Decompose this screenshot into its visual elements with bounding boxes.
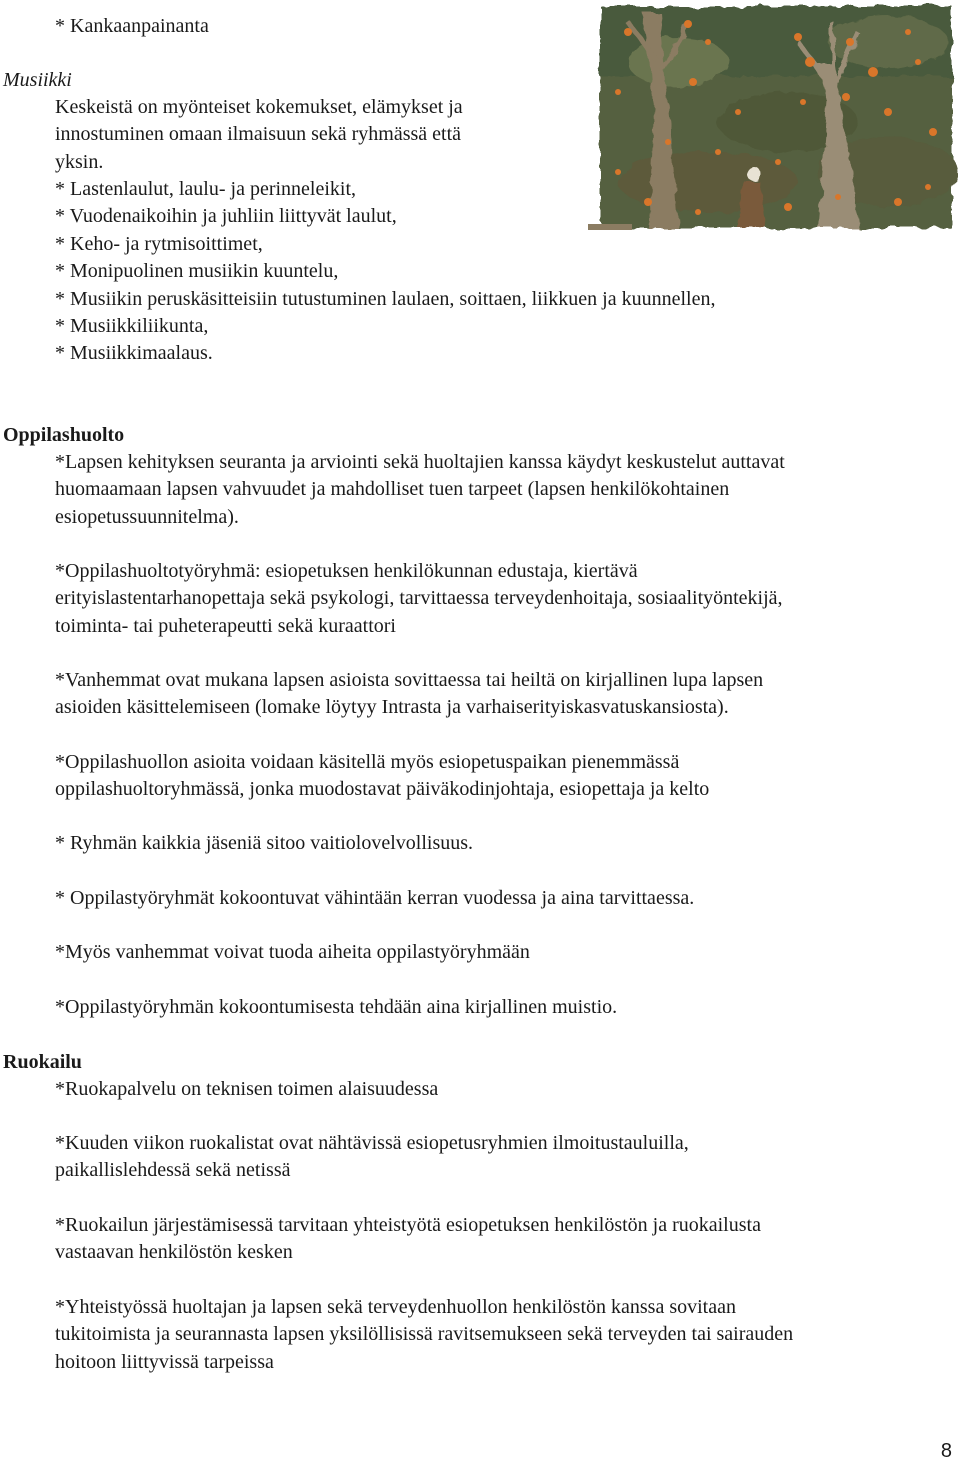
- list-item: * Monipuolinen musiikin kuuntelu,: [55, 260, 339, 283]
- oppilashuolto-paragraph: [55, 830, 945, 857]
- text-line: * Oppilastyöryhmät kokoontuvat vähintään kerran vuodessa ja aina tarvittaessa.: [55, 887, 695, 909]
- top-list-item: * Kankaanpainanta: [55, 15, 209, 37]
- text-line: asioiden käsittelemiseen (lomake löytyy Intrasta ja varhaiserityiskasvatuskansiosta).: [55, 696, 729, 719]
- text-line: * Ryhmän kaikkia jäseniä sitoo vaitiolovelvollisuus.: [55, 832, 474, 854]
- ruokailu-paragraph: [55, 1076, 945, 1103]
- ruokailu-paragraph: [55, 1130, 945, 1185]
- text-line: *Kuuden viikon ruokalistat ovat nähtävissä esiopetusryhmien ilmoitustauluilla,: [55, 1132, 689, 1154]
- ruokailu-paragraph: [55, 1294, 945, 1376]
- oppilashuolto-heading: Oppilashuolto: [3, 424, 125, 446]
- text-line: vastaavan henkilöstön kesken: [55, 1241, 293, 1264]
- oppilashuolto-paragraph: [55, 885, 945, 912]
- text-line: tukitoimista ja seurannasta lapsen yksilöllisissä ravitsemukseen sekä terveyden tai sairauden: [55, 1323, 794, 1346]
- list-item: * Musiikin peruskäsitteisiin tutustuminen laulaen, soittaen, liikkuen ja kuunnellen,: [55, 287, 716, 310]
- text-line: erityislastentarhanopettaja sekä psykologi, tarvittaessa terveydenhoitaja, sosiaalityöntekijä,: [55, 587, 783, 610]
- text-line: *Oppilashuoltotyöryhmä: esiopetuksen henkilökunnan edustaja, kiertävä: [55, 560, 638, 582]
- text-line: *Vanhemmat ovat mukana lapsen asioista sovittaessa tai heiltä on kirjallinen lupa lapsen: [55, 669, 764, 691]
- text-line: *Ruokailun järjestämisessä tarvitaan yhteistyötä esiopetuksen henkilöstön ja ruokailusta: [55, 1214, 761, 1236]
- text-line: *Lapsen kehityksen seuranta ja arviointi sekä huoltajien kanssa käydyt keskustelut auttavat: [55, 451, 785, 473]
- oppilashuolto-paragraph: [55, 667, 945, 722]
- oppilashuolto-paragraph: [55, 449, 945, 531]
- oppilashuolto-paragraph: [55, 749, 945, 804]
- text-line: *Myös vanhemmat voivat tuoda aiheita oppilastyöryhmään: [55, 941, 530, 963]
- list-item: * Lastenlaulut, laulu- ja perinneleikit,: [55, 178, 357, 200]
- text-line: oppilashuoltoryhmässä, jonka muodostavat päiväkodinjohtaja, esiopettaja ja kelto: [55, 778, 710, 801]
- text-line: esiopetussuunnitelma).: [55, 505, 239, 528]
- oppilashuolto-paragraph: [55, 994, 945, 1021]
- text-line: huomaamaan lapsen vahvuudet ja mahdolliset tuen tarpeet (lapsen henkilökohtainen: [55, 478, 730, 501]
- musiikki-list: [55, 176, 945, 368]
- text-line: paikallislehdessä sekä netissä: [55, 1159, 291, 1182]
- text-line: *Oppilastyöryhmän kokoontumisesta tehdään aina kirjallinen muistio.: [55, 996, 618, 1018]
- text-line: *Yhteistyössä huoltajan ja lapsen sekä terveydenhuollon henkilöstön kanssa sovitaan: [55, 1296, 736, 1318]
- musiikki-intro: [55, 94, 945, 176]
- list-item: * Musiikkiliikunta,: [55, 315, 209, 338]
- musiikki-heading: Musiikki: [3, 69, 72, 91]
- text-line: *Ruokapalvelu on teknisen toimen alaisuudessa: [55, 1078, 439, 1100]
- text-line: *Oppilashuollon asioita voidaan käsitellä myös esiopetuspaikan pienemmässä: [55, 751, 680, 773]
- text-line: toiminta- tai puheterapeutti sekä kuraattori: [55, 614, 396, 637]
- list-item: * Vuodenaikoihin ja juhliin liittyvät laulut,: [55, 205, 397, 228]
- intro-line: innostuminen omaan ilmaisuun sekä ryhmässä että: [55, 123, 462, 146]
- intro-line: yksin.: [55, 150, 104, 173]
- list-item: * Musiikkimaalaus.: [55, 342, 213, 365]
- intro-line: Keskeistä on myönteiset kokemukset, elämykset ja: [55, 96, 463, 118]
- text-line: hoitoon liittyvissä tarpeissa: [55, 1350, 274, 1373]
- page-number: 8: [940, 1440, 952, 1462]
- ruokailu-paragraph: [55, 1212, 945, 1267]
- ruokailu-heading: Ruokailu: [3, 1051, 82, 1073]
- oppilashuolto-paragraph: [55, 939, 945, 966]
- list-item: * Keho- ja rytmisoittimet,: [55, 232, 263, 255]
- oppilashuolto-paragraph: [55, 558, 945, 640]
